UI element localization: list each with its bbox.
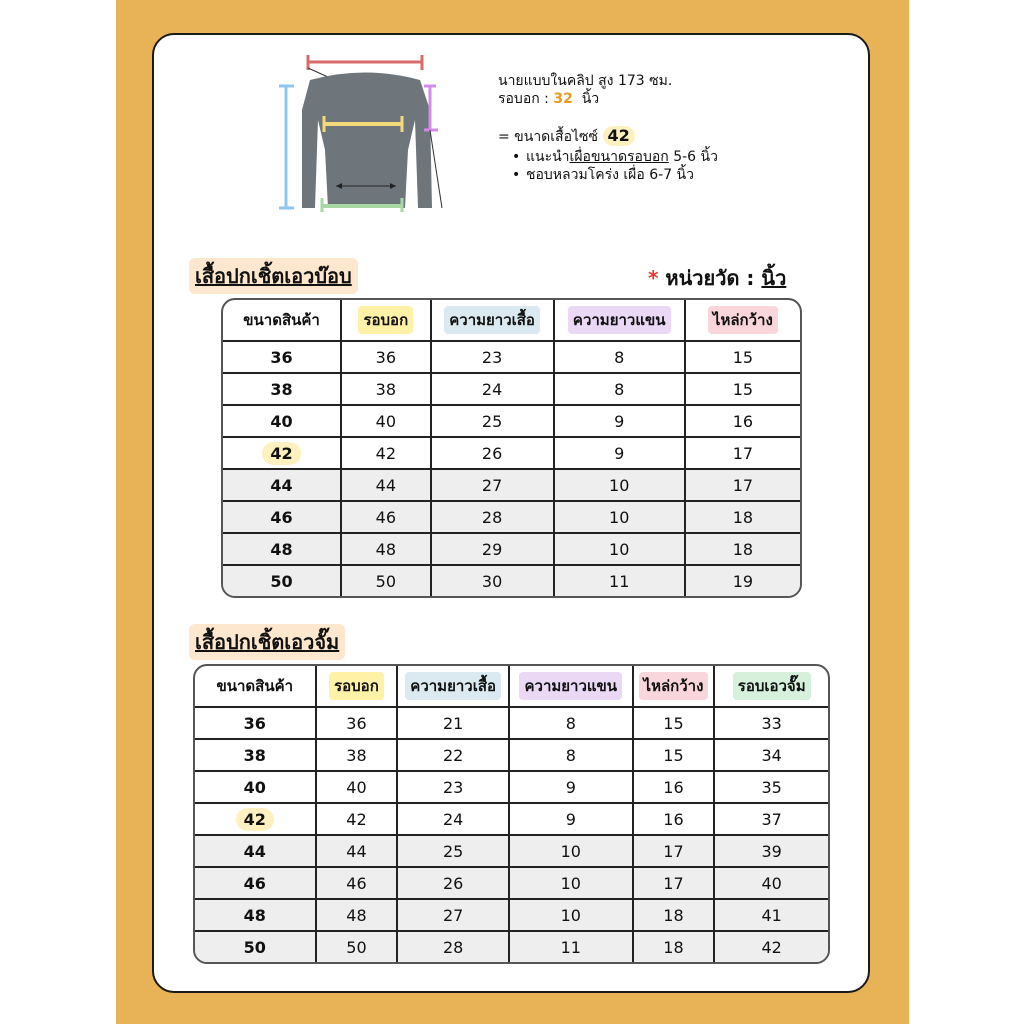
fit-tips-list: [512, 148, 718, 184]
measure-cell: 24: [432, 374, 555, 406]
measure-cell: 42: [342, 438, 431, 470]
measure-cell: 28: [398, 932, 510, 962]
measure-cell: 15: [686, 374, 800, 406]
header-chest: รอบอก: [342, 300, 431, 342]
measure-cell: 18: [634, 932, 716, 962]
measure-cell: 18: [686, 534, 800, 566]
model-info: [498, 72, 718, 184]
table-row: [195, 868, 828, 900]
measure-cell: 35: [715, 772, 828, 804]
measure-cell: 22: [398, 740, 510, 772]
measure-cell: 48: [342, 534, 431, 566]
measure-cell: 40: [342, 406, 431, 438]
size-cell: 38: [223, 374, 342, 406]
measure-cell: 23: [432, 342, 555, 374]
header-sleeve: ความยาวแขน: [510, 666, 634, 708]
size-cell: 46: [195, 868, 317, 900]
measure-cell: 18: [634, 900, 716, 932]
size-cell: 42: [223, 438, 342, 470]
measure-cell: 9: [510, 804, 634, 836]
size-table-jump-waist: [193, 664, 830, 964]
measure-cell: 41: [715, 900, 828, 932]
measure-cell: 40: [715, 868, 828, 900]
measure-cell: 15: [686, 342, 800, 374]
model-chest-text: รอบอก : 32 นิ้ว: [498, 91, 600, 107]
size-cell: 38: [195, 740, 317, 772]
torso-shape: [302, 73, 432, 209]
measure-cell: 36: [317, 708, 399, 740]
measure-cell: 46: [342, 502, 431, 534]
table-body: [223, 342, 800, 596]
measure-cell: 30: [432, 566, 555, 596]
unit-note: * หน่วยวัด : นิ้ว: [648, 266, 787, 290]
size-cell: 40: [223, 406, 342, 438]
measure-cell: 8: [510, 740, 634, 772]
measure-cell: 24: [398, 804, 510, 836]
measure-cell: 10: [510, 868, 634, 900]
measure-cell: 10: [555, 502, 686, 534]
measure-cell: 50: [342, 566, 431, 596]
table-row: [223, 534, 800, 566]
measure-cell: 15: [634, 740, 716, 772]
measure-cell: 37: [715, 804, 828, 836]
measure-cell: 38: [317, 740, 399, 772]
measure-cell: 8: [555, 342, 686, 374]
measure-cell: 26: [398, 868, 510, 900]
measure-cell: 9: [555, 406, 686, 438]
table-row: [223, 374, 800, 406]
measure-cell: 17: [634, 836, 716, 868]
table-row: [195, 708, 828, 740]
table2-title: เสื้อปกเชิ้ตเอวจั๊ม: [189, 624, 345, 660]
torso-measurement-illustration: [270, 50, 450, 220]
measure-cell: 8: [510, 708, 634, 740]
header-size: ขนาดสินค้า: [195, 666, 317, 708]
table-row: [195, 804, 828, 836]
measure-cell: 8: [555, 374, 686, 406]
measure-cell: 23: [398, 772, 510, 804]
size-cell: 48: [223, 534, 342, 566]
model-size-badge: 42: [603, 126, 635, 146]
measure-cell: 27: [398, 900, 510, 932]
size-cell: 36: [223, 342, 342, 374]
measure-cell: 48: [317, 900, 399, 932]
measure-cell: 28: [432, 502, 555, 534]
header-chest: รอบอก: [317, 666, 399, 708]
model-size-text: = ขนาดเสื้อไซซ์ 42: [498, 126, 718, 146]
fit-tip-item: • แนะนำเผื่อขนาดรอบอก 5-6 นิ้ว: [512, 148, 718, 166]
measure-cell: 29: [432, 534, 555, 566]
table-row: [195, 900, 828, 932]
size-cell: 48: [195, 900, 317, 932]
measure-cell: 15: [634, 708, 716, 740]
table-header-row: [195, 666, 828, 708]
model-chest-value: 32: [553, 91, 573, 107]
header-length: ความยาวเสื้อ: [432, 300, 555, 342]
size-cell: 50: [195, 932, 317, 962]
measure-cell: 50: [317, 932, 399, 962]
size-table-bob-waist: [221, 298, 802, 598]
size-cell: 36: [195, 708, 317, 740]
measure-cell: 10: [510, 900, 634, 932]
measure-cell: 36: [342, 342, 431, 374]
measure-cell: 10: [510, 836, 634, 868]
measure-cell: 38: [342, 374, 431, 406]
measure-cell: 26: [432, 438, 555, 470]
table-row: [223, 438, 800, 470]
measure-cell: 27: [432, 470, 555, 502]
measure-cell: 21: [398, 708, 510, 740]
measure-cell: 25: [398, 836, 510, 868]
table-row: [223, 406, 800, 438]
measure-cell: 42: [317, 804, 399, 836]
header-sleeve: ความยาวแขน: [555, 300, 686, 342]
measure-cell: 18: [686, 502, 800, 534]
table-row: [223, 470, 800, 502]
measure-cell: 9: [510, 772, 634, 804]
size-cell: 50: [223, 566, 342, 596]
measure-cell: 39: [715, 836, 828, 868]
measure-cell: 17: [686, 438, 800, 470]
measure-cell: 10: [555, 470, 686, 502]
measure-cell: 16: [686, 406, 800, 438]
measure-cell: 44: [317, 836, 399, 868]
measure-cell: 9: [555, 438, 686, 470]
header-shoulder: ไหล่กว้าง: [634, 666, 716, 708]
table1-title: เสื้อปกเชิ้ตเอวบ๊อบ: [189, 258, 358, 294]
size-cell: 40: [195, 772, 317, 804]
measure-cell: 46: [317, 868, 399, 900]
measure-cell: 33: [715, 708, 828, 740]
size-cell: 42: [195, 804, 317, 836]
table-row: [223, 502, 800, 534]
measure-cell: 16: [634, 804, 716, 836]
table-body: [195, 708, 828, 962]
fit-tip-item: • ชอบหลวมโคร่ง เผื่อ 6-7 นิ้ว: [512, 166, 718, 184]
table-row: [195, 740, 828, 772]
table-row: [223, 342, 800, 374]
table-header-row: [223, 300, 800, 342]
model-height-text: นายแบบในคลิป สูง 173 ซม.: [498, 73, 673, 89]
header-waist: รอบเอวจั๊ม: [715, 666, 828, 708]
measure-cell: 44: [342, 470, 431, 502]
measure-cell: 19: [686, 566, 800, 596]
measure-cell: 17: [634, 868, 716, 900]
table-row: [223, 566, 800, 596]
table-row: [195, 836, 828, 868]
table-row: [195, 772, 828, 804]
measure-cell: 17: [686, 470, 800, 502]
measure-cell: 11: [555, 566, 686, 596]
size-cell: 46: [223, 502, 342, 534]
header-length: ความยาวเสื้อ: [398, 666, 510, 708]
size-cell: 44: [223, 470, 342, 502]
measure-cell: 16: [634, 772, 716, 804]
table-row: [195, 932, 828, 962]
header-size: ขนาดสินค้า: [223, 300, 342, 342]
header-shoulder: ไหล่กว้าง: [686, 300, 800, 342]
measure-cell: 42: [715, 932, 828, 962]
measure-cell: 34: [715, 740, 828, 772]
measure-cell: 40: [317, 772, 399, 804]
measure-cell: 25: [432, 406, 555, 438]
measure-cell: 10: [555, 534, 686, 566]
size-cell: 44: [195, 836, 317, 868]
measure-cell: 11: [510, 932, 634, 962]
